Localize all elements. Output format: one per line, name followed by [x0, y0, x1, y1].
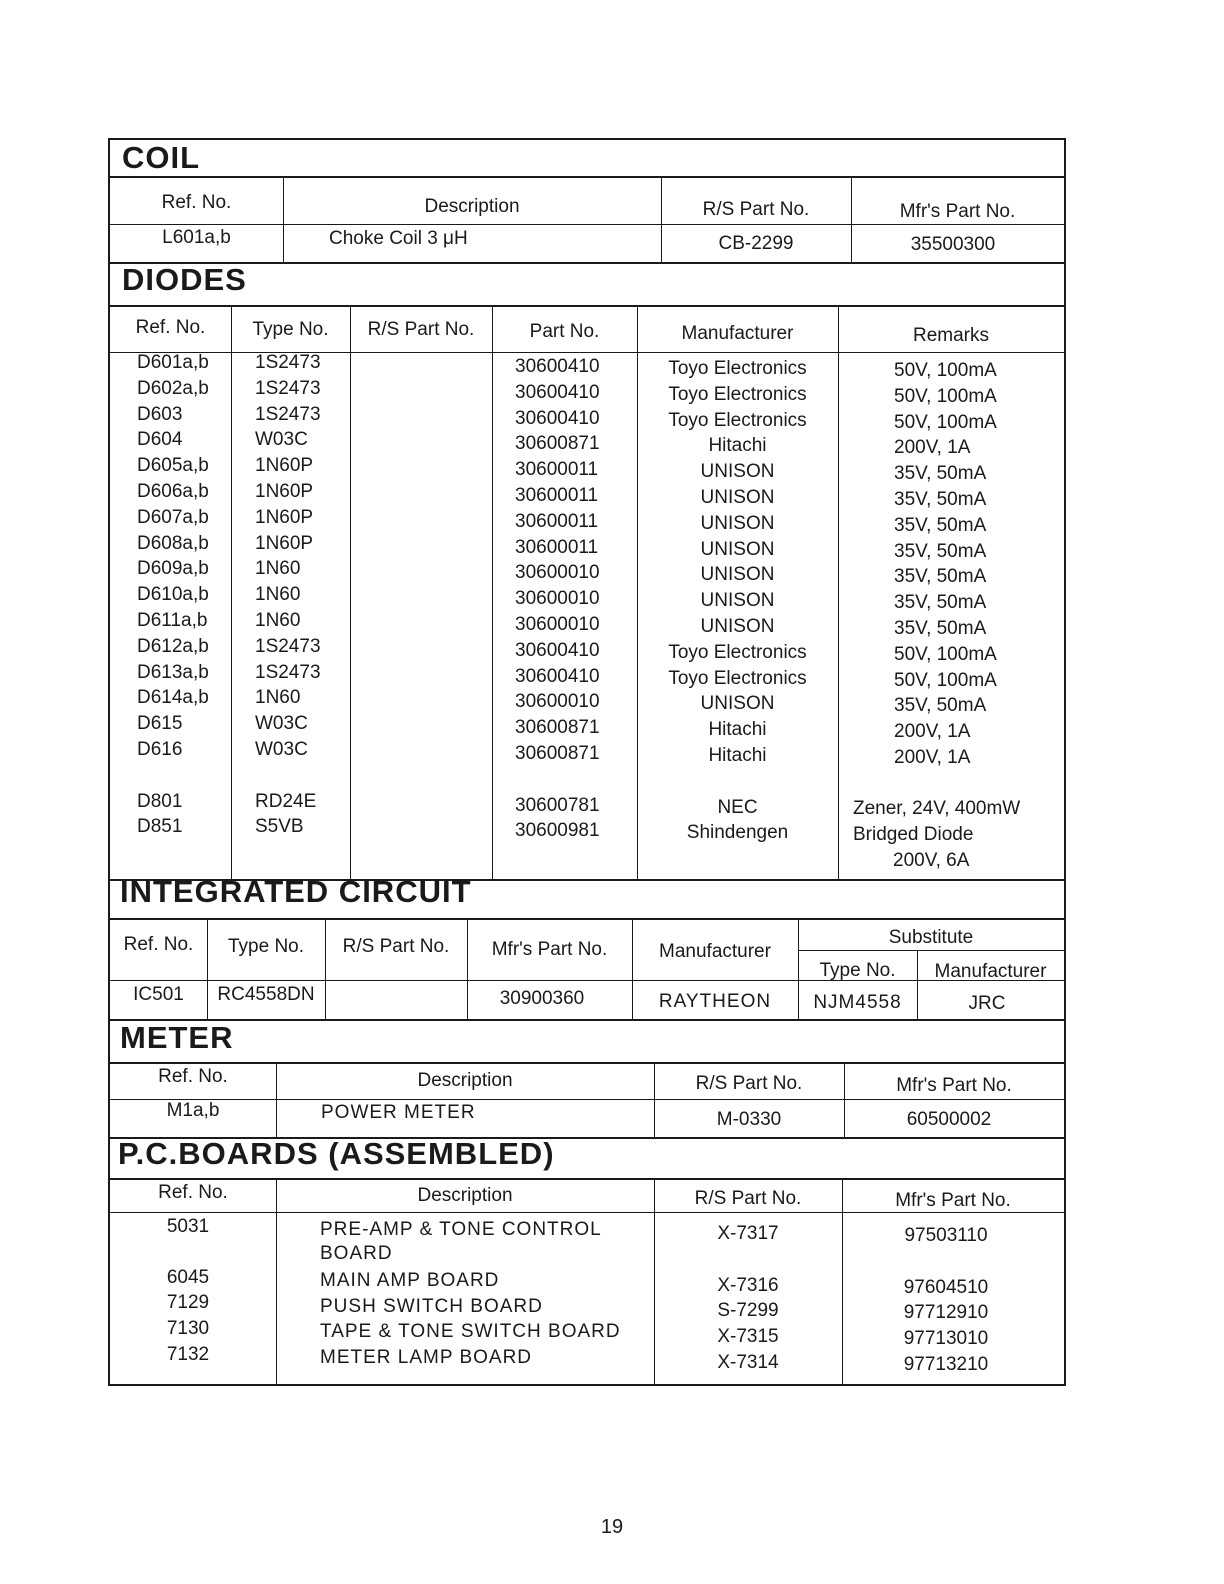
diode-type: 1S2473 [255, 661, 321, 683]
diode-type: 1N60P [255, 455, 314, 477]
diodes-header-type: Type No. [252, 319, 329, 340]
diode-manufacturer: Shindengen [686, 822, 789, 844]
diode-type: 1N60 [255, 609, 301, 631]
column-divider [283, 176, 284, 262]
diode-part: 30600410 [515, 356, 600, 377]
divider [110, 176, 1064, 178]
diode-type: S5VB [255, 816, 304, 838]
ic-ref: IC501 [133, 984, 184, 1005]
diode-manufacturer: NEC [717, 796, 758, 818]
meter-header-description: Description [417, 1070, 513, 1091]
coil-mfr-part: 35500300 [910, 234, 996, 255]
diodes-header-rs-part: R/S Part No. [367, 319, 475, 340]
diode-remarks: 35V, 50mA [894, 695, 987, 717]
diode-remarks: 35V, 50mA [894, 617, 987, 639]
diode-manufacturer: UNISON [700, 538, 775, 560]
diode-ref: D607a,b [137, 506, 209, 528]
diode-ref: D609a,b [137, 558, 209, 580]
column-divider [325, 918, 326, 1019]
diode-part: 30600871 [515, 433, 600, 455]
diode-remarks: 35V, 50mA [894, 488, 987, 510]
divider [110, 262, 1064, 264]
diode-ref: D601a,b [137, 352, 209, 373]
ic-header-sub-type: Type No. [819, 960, 896, 981]
diode-manufacturer [645, 769, 830, 795]
diode-remarks: 200V, 1A [894, 437, 971, 459]
column-divider [350, 305, 351, 879]
diodes-header-remarks: Remarks [912, 325, 989, 346]
divider [110, 1178, 1064, 1180]
ic-section-title: INTEGRATED CIRCUIT [120, 874, 472, 909]
diode-type: W03C [255, 429, 308, 451]
diode-part: 30600010 [515, 613, 600, 635]
pcb-ref: 6045 [166, 1267, 210, 1288]
diodes-type-column [255, 350, 321, 840]
diode-type: RD24E [255, 790, 317, 812]
diode-manufacturer: Hitachi [708, 435, 767, 457]
diodes-remarks-column [894, 358, 997, 771]
diodes-remark-d851: Bridged Diode [853, 824, 974, 845]
diode-type: 1S2473 [255, 403, 321, 425]
divider [110, 918, 1064, 920]
diode-remarks: 50V, 100mA [894, 385, 997, 407]
divider [110, 1099, 1064, 1100]
diode-manufacturer: UNISON [700, 512, 775, 534]
diode-manufacturer: UNISON [700, 486, 775, 508]
column-divider [231, 305, 232, 879]
diode-ref: D611a,b [137, 609, 208, 631]
diode-remarks: 50V, 100mA [894, 643, 997, 665]
diode-remarks: 50V, 100mA [894, 669, 997, 691]
diode-ref: D605a,b [137, 455, 209, 477]
diodes-manufacturer-column [645, 356, 830, 846]
divider [798, 950, 1064, 951]
diode-ref: D615 [137, 713, 183, 735]
diode-part: 30600410 [515, 639, 600, 661]
diodes-remark-d801: Zener, 24V, 400mW [853, 798, 1021, 819]
pcb-rs-part: X-7317 [717, 1223, 779, 1244]
coil-section-title: COIL [122, 140, 201, 175]
diodes-section-title: DIODES [122, 262, 247, 297]
ic-manufacturer: RAYTHEON [658, 991, 772, 1012]
meter-header-rs-part: R/S Part No. [695, 1073, 803, 1094]
diode-remarks: 35V, 50mA [894, 566, 987, 588]
diodes-remark-d851-rating: 200V, 6A [893, 850, 970, 871]
diode-ref: D608a,b [137, 532, 209, 554]
diode-part: 30600410 [515, 407, 600, 429]
diode-type: W03C [255, 738, 308, 760]
meter-header-mfr-part: Mfr's Part No. [896, 1075, 1012, 1096]
diode-ref: D603 [137, 403, 183, 425]
diode-type: 1N60 [255, 558, 301, 580]
ic-sub-manufacturer: JRC [968, 993, 1006, 1014]
meter-mfr-part: 60500002 [906, 1109, 992, 1130]
pcb-rs-part: X-7316 [717, 1275, 779, 1296]
diode-manufacturer: Hitachi [708, 744, 767, 766]
diode-manufacturer: UNISON [700, 590, 775, 612]
meter-rs-part: M-0330 [716, 1109, 782, 1130]
pcb-description: PRE-AMP & TONE CONTROL [320, 1219, 602, 1240]
diode-part: 30600981 [515, 820, 600, 842]
pcb-mfr-part: 97713210 [903, 1354, 989, 1375]
diodes-part-column [515, 354, 600, 844]
ic-header-substitute: Substitute [888, 927, 974, 948]
diode-type: 1S2473 [255, 377, 321, 399]
meter-ref: M1a,b [166, 1100, 220, 1121]
coil-header-mfr-part: Mfr's Part No. [899, 201, 1016, 222]
diodes-header-ref: Ref. No. [135, 317, 206, 338]
diodes-header-part: Part No. [529, 321, 600, 342]
divider [110, 305, 1064, 307]
diode-ref [137, 763, 209, 789]
pcb-rs-part: X-7314 [717, 1352, 779, 1373]
pcb-header-mfr-part: Mfr's Part No. [895, 1190, 1011, 1211]
diode-remarks: 200V, 1A [894, 721, 971, 743]
diode-ref: D614a,b [137, 687, 209, 709]
coil-header-ref: Ref. No. [161, 192, 232, 213]
diode-remarks: 35V, 50mA [894, 592, 987, 614]
diode-type: 1N60P [255, 506, 314, 528]
diode-remarks: 200V, 1A [894, 746, 971, 768]
diode-part: 30600011 [515, 484, 599, 506]
diode-manufacturer: UNISON [700, 461, 775, 483]
meter-description: POWER METER [321, 1102, 476, 1123]
diode-type: 1N60 [255, 687, 301, 709]
pcb-header-rs-part: R/S Part No. [694, 1188, 802, 1209]
diode-manufacturer: Toyo Electronics [668, 383, 807, 405]
divider [110, 352, 1064, 353]
diode-part: 30600871 [515, 717, 600, 739]
ic-header-mfr-part: Mfr's Part No. [491, 939, 608, 960]
column-divider [492, 305, 493, 879]
coil-ref: L601a,b [162, 227, 231, 248]
diode-part: 30600010 [515, 691, 600, 713]
ic-type: RC4558DN [217, 984, 315, 1005]
pcb-ref: 7130 [166, 1318, 210, 1339]
pcb-mfr-part: 97604510 [903, 1277, 989, 1298]
diode-part [515, 767, 600, 793]
diode-manufacturer: UNISON [700, 615, 775, 637]
pcb-rs-part: X-7315 [717, 1326, 779, 1347]
diode-manufacturer: UNISON [700, 693, 775, 715]
diode-part: 30600781 [515, 794, 600, 816]
ic-sub-type: NJM4558 [813, 992, 902, 1013]
diode-remarks: 35V, 50mA [894, 463, 987, 485]
diode-remarks: 35V, 50mA [894, 540, 987, 562]
diode-remarks: 50V, 100mA [894, 360, 997, 381]
pcb-description: MAIN AMP BOARD [320, 1270, 500, 1291]
coil-header-description: Description [424, 196, 520, 217]
diode-type: W03C [255, 713, 308, 735]
diode-ref: D801 [137, 790, 183, 812]
diode-ref: D616 [137, 738, 183, 760]
pcb-description: PUSH SWITCH BOARD [320, 1296, 543, 1317]
divider [110, 1019, 1064, 1021]
diode-ref: D604 [137, 429, 183, 451]
diode-manufacturer: Hitachi [708, 719, 767, 741]
meter-section-title: METER [120, 1020, 234, 1055]
diode-manufacturer: Toyo Electronics [668, 641, 807, 663]
diode-remarks: 35V, 50mA [894, 514, 987, 536]
pcb-description: METER LAMP BOARD [320, 1347, 533, 1368]
diodes-header-manufacturer: Manufacturer [681, 323, 794, 344]
diode-manufacturer: Toyo Electronics [668, 409, 807, 431]
pcb-mfr-part: 97712910 [903, 1302, 989, 1323]
diode-part: 30600011 [515, 459, 599, 481]
ic-mfr-part: 30900360 [499, 988, 585, 1009]
column-divider [276, 1178, 277, 1384]
pcb-section-title: P.C.BOARDS (ASSEMBLED) [118, 1136, 555, 1171]
diode-part: 30600871 [515, 742, 600, 764]
column-divider [637, 305, 638, 879]
diode-part: 30600410 [515, 665, 600, 687]
pcb-mfr-part: 97503110 [904, 1225, 988, 1246]
diode-manufacturer: Toyo Electronics [668, 667, 807, 689]
divider [110, 224, 1064, 225]
diode-type [255, 763, 321, 789]
coil-rs-part: CB-2299 [718, 233, 794, 254]
ic-header-rs-part: R/S Part No. [342, 936, 450, 957]
ic-header-manufacturer: Manufacturer [659, 941, 771, 962]
ic-header-type: Type No. [227, 936, 305, 957]
pcb-description: TAPE & TONE SWITCH BOARD [320, 1321, 621, 1342]
pcb-description-continued: BOARD [320, 1243, 393, 1264]
ic-header-sub-manufacturer: Manufacturer [934, 961, 1047, 982]
pcb-ref: 7132 [166, 1344, 210, 1365]
diode-type: 1N60P [255, 480, 314, 502]
diode-manufacturer: Toyo Electronics [668, 358, 807, 379]
pcb-header-ref: Ref. No. [158, 1182, 228, 1203]
diode-ref: D610a,b [137, 584, 209, 606]
diode-part: 30600011 [515, 510, 599, 532]
diode-remarks: 50V, 100mA [894, 411, 997, 433]
pcb-rs-part: S-7299 [717, 1300, 779, 1321]
pcb-ref: 7129 [166, 1292, 210, 1313]
divider [110, 1062, 1064, 1064]
diode-ref: D613a,b [137, 661, 209, 683]
diode-manufacturer: UNISON [700, 564, 775, 586]
diode-type: 1S2473 [255, 635, 321, 657]
coil-description: Choke Coil 3 μH [329, 228, 468, 249]
diode-ref: D851 [137, 816, 183, 838]
divider [110, 1212, 1064, 1213]
diode-type: 1N60 [255, 584, 301, 606]
diode-part: 30600010 [515, 588, 600, 610]
diode-ref: D612a,b [137, 635, 209, 657]
diode-part: 30600010 [515, 562, 600, 584]
diode-part: 30600410 [515, 381, 600, 403]
diode-type: 1S2473 [255, 352, 321, 373]
pcb-mfr-part: 97713010 [903, 1328, 989, 1349]
column-divider [838, 305, 839, 879]
meter-header-ref: Ref. No. [158, 1066, 228, 1087]
pcb-header-description: Description [417, 1185, 513, 1206]
pcb-ref: 5031 [166, 1216, 210, 1237]
diodes-ref-column [137, 350, 209, 840]
diode-type: 1N60P [255, 532, 314, 554]
coil-header-rs-part: R/S Part No. [702, 199, 810, 220]
diode-ref: D606a,b [137, 480, 209, 502]
diode-part: 30600011 [515, 536, 599, 558]
diode-ref: D602a,b [137, 377, 209, 399]
ic-header-ref: Ref. No. [123, 934, 194, 955]
page-number: 19 [600, 1516, 624, 1538]
